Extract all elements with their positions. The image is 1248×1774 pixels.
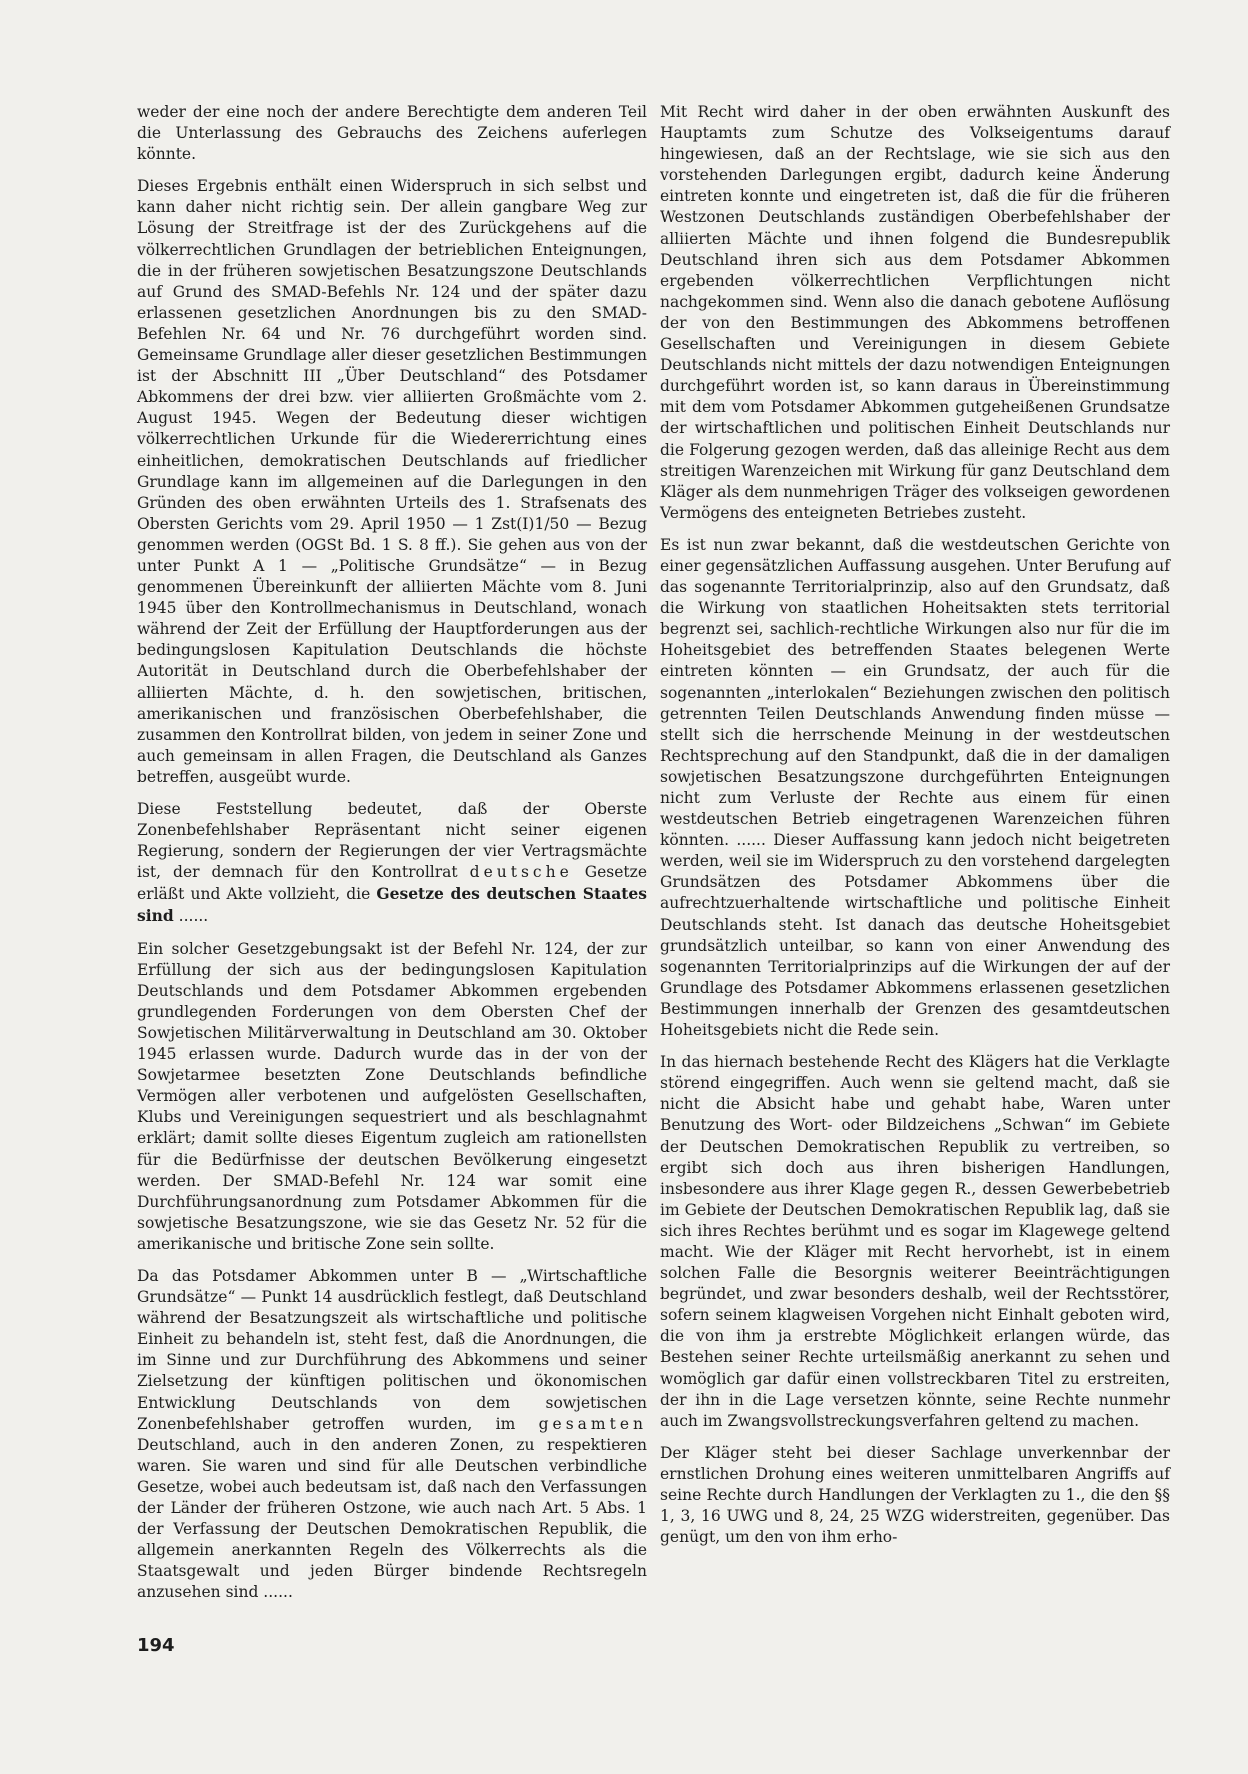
paragraph: In das hiernach bestehende Recht des Klägers hat die Verklagte störend eingegriffen. Auch wenn sie geltend macht, daß sie nicht die Absicht habe und gehabt habe, Waren unter Benutzung des Wort- oder Bildzeichens „Schwan“ im Gebiete der Deutschen Demokratischen Republik zu vertreiben, so ergibt sich doch aus ihren bisherigen Handlungen, insbesondere aus ihrer Klage gegen R., dessen Gewerbebetrieb im Gebiete der Deutschen Demokratischen Republik lag, daß sie sich ihres Rechtes berühmt und es sogar im Klagewege geltend macht. Wie der Kläger mit Recht hervorhebt, ist in einem solchen Falle die Besorgnis weiterer Beeinträchtigungen begründet, und zwar besonders deshalb, weil der Rechtsstörer, sofern seinem klagweisen Vorgehen nicht Einhalt geboten wird, die von ihm ja erstrebte Möglichkeit erlangen würde, das Bestehen seiner Rechte urteilsmäßig anerkannt zu sehen und womöglich gar dafür einen vollstreckbaren Titel zu erstreiten, der ihn in die Lage versetzen könnte, seine Rechte nunmehr auch im Zwangsvollstreckungsverfahren geltend zu machen.	[660, 1053, 1170, 1430]
paragraph: Mit Recht wird daher in der oben erwähnten Auskunft des Hauptamts zum Schutze des Volkseigentums darauf hingewiesen, daß an der Rechtslage, wie sie sich aus den vorstehenden Darlegungen ergibt, dadurch keine Änderung eintreten konnte und eingetreten ist, daß die für die früheren Westzonen Deutschlands zuständigen Oberbefehlshaber der alliierten Mächte und ihnen folgend die Bundesrepublik Deutschland ihren sich aus dem Potsdamer Abkommen ergebenden völkerrechtlichen Verpflichtungen nicht nachgekommen sind. Wenn also die danach gebotene Auflösung der von den Bestimmungen des Abkommens betroffenen Gesellschaften und Vereinigungen in diesem Gebiete Deutschlands nicht mittels der dazu notwendigen Enteignungen durchgeführt worden ist, so kann daraus in Übereinstimmung mit dem vom Potsdamer Abkommen gutgeheißenen Grundsatze der wirtschaftlichen und politischen Einheit Deutschlands nur die Folgerung gezogen werden, daß das alleinige Recht aus dem streitigen Warenzeichen mit Wirkung für ganz Deutschland dem Kläger als dem nunmehrigen Träger des volkseigen gewordenen Vermögens des enteigneten Betriebes zusteht.	[660, 103, 1170, 522]
paragraph: Der Kläger steht bei dieser Sachlage unverkennbar der ernstlichen Drohung eines weiteren unmittelbaren Angriffs auf seine Rechte durch Handlungen der Verklagten zu 1., die den §§ 1, 3, 16 UWG und 8, 24, 25 WZG widerstreiten, gegenüber. Das genügt, um den von ihm erho-	[660, 1443, 1170, 1547]
bold-emphasis: Gesetze des deutschen Staates sind	[137, 884, 647, 926]
paragraph: Dieses Ergebnis enthält einen Widerspruch in sich selbst und kann daher nicht richtig sein. Der allein gangbare Weg zur Lösung der Streitfrage ist der des Zurückgehens auf die völkerrechtlichen Grundlagen der betrieblichen Enteignungen, die in der früheren sowjetischen Besatzungszone Deutschlands auf Grund des SMAD-Befehls Nr. 124 und der später dazu erlassenen gesetzlichen Anordnungen bis zu den SMAD-Befehlen Nr. 64 und Nr. 76 durchgeführt worden sind. Gemeinsame Grundlage aller dieser gesetzlichen Bestimmungen ist der Abschnitt III „Über Deutschland“ des Potsdamer Abkommens der drei bzw. vier alliierten Großmächte vom 2. August 1945. Wegen der Bedeutung dieser wichtigen völkerrechtlichen Urkunde für die Wiedererrichtung eines einheitlichen, demokratischen Deutschlands auf friedlicher Grundlage kann im allgemeinen auf die Darlegungen in den Gründen des oben erwähnten Urteils des 1. Strafsenats des Obersten Gerichts vom 29. April 1950 — 1 Zst(I)1/50 — Bezug genommen werden (OGSt Bd. 1 S. 8 ff.). Sie gehen aus von der unter Punkt A 1 — „Politische Grundsätze“ — in Bezug genommenen Übereinkunft der alliierten Mächte vom 8. Juni 1945 über den Kontrollmechanismus in Deutschland, wonach während der Zeit der Erfüllung der Hauptforderungen aus der bedingungslosen Kapitulation Deutschlands die höchste Autorität in Deutschland durch die Oberbefehlshaber der alliierten Mächte, d. h. den sowjetischen, britischen, amerikanischen und französischen Oberbefehlshaber, die zusammen den Kontrollrat bilden, von jedem in seiner Zone und auch gemeinsam in allen Fragen, die Deutschland als Ganzes betreffen, ausgeübt wurde.	[137, 177, 647, 786]
spaced-emphasis: deutsche	[469, 863, 573, 882]
paragraph: Es ist nun zwar bekannt, daß die westdeutschen Gerichte von einer gegensätzlichen Auffassung ausgehen. Unter Berufung auf das sogenannte Territorialprinzip, also auf den Grundsatz, daß die Wirkung von staatlichen Hoheitsakten stets territorial begrenzt sei, sachlich-rechtliche Wirkungen also nur für die im Hoheitsgebiet des betreffenden Staates belegenen Werte eintreten könnten — ein Grundsatz, der auch für die sogenannten „interlokalen“ Beziehungen zwischen den politisch getrennten Teilen Deutschlands Anwendung finden müsse — stellt sich die herrschende Meinung in der westdeutschen Rechtsprechung auf den Standpunkt, daß die in der damaligen sowjetischen Besatzungszone durchgeführten Enteignungen nicht zum Verluste der Rechte aus einem für einen westdeutschen Betrieb eingetragenen Warenzeichen führen könnten. ...... Dieser Auffassung kann jedoch nicht beigetreten werden, weil sie im Widerspruch zu den vorstehend dargelegten Grundsätzen des Potsdamer Abkommens über die aufrechtzuerhaltende wirtschaftliche und politische Einheit Deutschlands steht. Ist danach das deutsche Hoheitsgebiet grundsätzlich unteilbar, so kann von einer Anwendung des sogenannten Territorialprinzips auf die Wirkungen der auf der Grundlage des Potsdamer Abkommens erlassenen gesetzlichen Bestimmungen innerhalb der Grenzen des gesamtdeutschen Hoheitsgebiets nicht die Rede sein.	[660, 535, 1170, 1040]
left-column	[137, 102, 647, 1614]
paragraph-text: Deutschland, auch in den anderen Zonen, zu respektieren waren. Sie waren und sind für alle Deutschen verbindliche Gesetze, wobei auch bedeutsam ist, daß nach den Verfassungen der Länder der früheren Ostzone, wie auch nach Art. 5 Abs. 1 der Verfassung der Deutschen Demokratischen Republik, die allgemein anerkannten Regeln des Völkerrechts als die Staatsgewalt und jeden Bürger bindende Rechtsregeln anzusehen sind ......	[137, 1435, 647, 1602]
paragraph	[137, 1266, 647, 1604]
paragraph: Ein solcher Gesetzgebungsakt ist der Befehl Nr. 124, der zur Erfüllung der sich aus der bedingungslosen Kapitulation Deutschlands und dem Potsdamer Abkommen ergebenden grundlegenden Forderungen von dem Obersten Chef der Sowjetischen Militärverwaltung in Deutschland am 30. Oktober 1945 erlassen wurde. Dadurch wurde das in der von der Sowjetarmee besetzten Zone Deutschlands befindliche Vermögen aller verbotenen und aufgelösten Gesellschaften, Klubs und Vereinigungen sequestriert und als beschlagnahmt erklärt; damit sollte dieses Eigentum zugleich am rationellsten für die Bedürfnisse der deutschen Bevölkerung eingesetzt werden. Der SMAD-Befehl Nr. 124 war somit eine Durchführungsanordnung zum Potsdamer Abkommen für die sowjetische Besatzungszone, wie sie das Gesetz Nr. 52 für die amerikanische und britische Zone sein sollte.	[137, 939, 647, 1253]
paragraph-text: Diese Feststellung bedeutet, daß der Oberste Zonenbefehlshaber Repräsentant nicht seiner eigenen Regierung, sondern der Regierungen der vier Vertragsmächte ist, der demnach für den Kontrollrat	[137, 800, 647, 882]
paragraph-text: Gesetze erläßt und Akte vollzieht, die	[137, 863, 647, 904]
paragraph	[137, 799, 647, 928]
right-column	[660, 102, 1170, 1559]
paragraph: weder der eine noch der andere Berechtigte dem anderen Teil die Unterlassung des Gebrauchs des Zeichens auferlegen könnte.	[137, 103, 647, 164]
spaced-emphasis: gesamten	[538, 1414, 647, 1433]
paragraph-text: Da das Potsdamer Abkommen unter B — „Wirtschaftliche Grundsätze“ — Punkt 14 ausdrücklich festlegt, daß Deutschland während der Besatzungszeit als wirtschaftliche und politische Einheit zu behandeln ist, steht fest, daß die Anordnungen, die im Sinne und zur Durchführung des Abkommens und seiner Zielsetzung der künftigen politischen und ökonomischen Entwicklung Deutschlands von dem sowjetischen Zonenbefehlshaber getroffen wurden, im	[137, 1266, 647, 1433]
paragraph-text: ......	[173, 907, 209, 926]
page-number: 194	[137, 1635, 175, 1656]
